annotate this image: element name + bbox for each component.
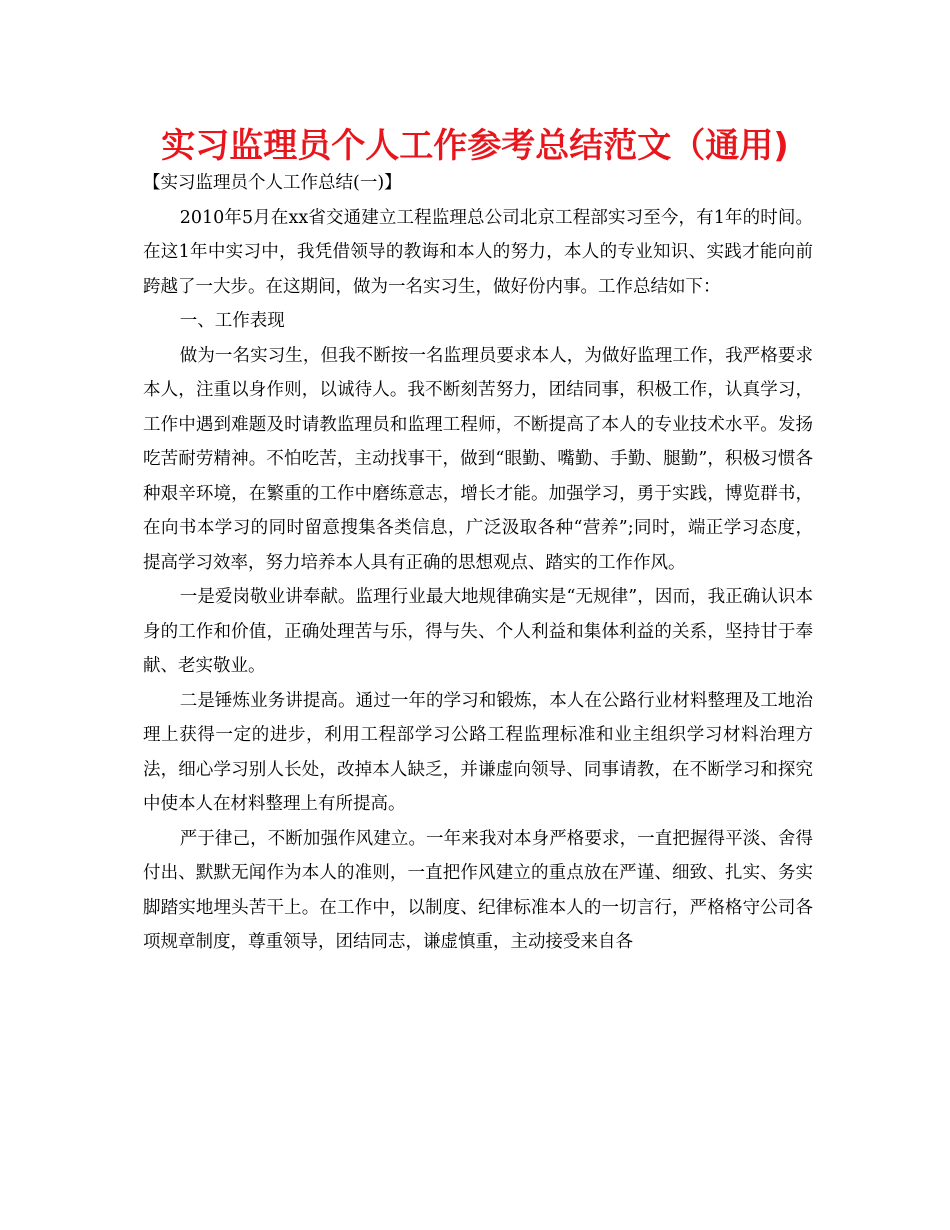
paragraph-self-discipline: 严于律己，不断加强作风建立。一年来我对本身严格要求，一直把握得平淡、舍得付出、默默无闻作为本人的准则，一直把作风建立的重点放在严谨、细致、扎实、务实脚踏实地埋头苦干上。在工作中，以制度、纪律标准本人的一切言行，严格格守公司各项规章制度，尊重领导，团结同志，谦虚慎重，主动接受来自各 [143, 828, 813, 952]
paragraph-dedication: 一是爱岗敬业讲奉献。监理行业最大地规律确实是“无规律”，因而，我正确认识本身的工作和价值，正确处理苦与乐，得与失、个人利益和集体利益的关系，坚持甘于奉献、老实敬业。 [143, 587, 813, 676]
section-subheading: 【实习监理员个人工作总结(一)】 [143, 173, 402, 193]
document-title: 实习监理员个人工作参考总结范文（通用) [161, 126, 789, 166]
paragraph-intro: 2010年5月在xx省交通建立工程监理总公司北京工程部实习至今，有1年的时间。在这1年中实习中，我凭借领导的教诲和本人的努力，本人的专业知识、实践才能向前跨越了一大步。在这期间，做为一名实习生，做好份内事。工作总结如下： [143, 207, 813, 297]
paragraph-skills: 二是锤炼业务讲提高。通过一年的学习和锻炼，本人在公路行业材料整理及工地治理上获得一定的进步，利用工程部学习公路工程监理标准和业主组织学习材料治理方法，细心学习别人长处，改掉本人缺乏，并谦虚向领导、同事请教，在不断学习和探究中使本人在材料整理上有所提高。 [143, 690, 813, 814]
section-heading-work-performance: 一、工作表现 [179, 311, 285, 331]
paragraph-work-performance: 做为一名实习生，但我不断按一名监理员要求本人，为做好监理工作，我严格要求本人，注重以身作则，以诚待人。我不断刻苦努力，团结同事，积极工作，认真学习，工作中遇到难题及时请教监理员和监理工程师，不断提高了本人的专业技术水平。发扬吃苦耐劳精神。不怕吃苦，主动找事干，做到“眼勤、嘴勤、手勤、腿勤”，积极习惯各种艰辛环境，在繁重的工作中磨练意志，增长才能。加强学习，勇于实践，博览群书，在向书本学习的同时留意搜集各类信息，广泛汲取各种“营养”;同时，端正学习态度，提高学习效率，努力培养本人具有正确的思想观点、踏实的工作作风。 [143, 345, 813, 573]
document-body [143, 166, 813, 960]
